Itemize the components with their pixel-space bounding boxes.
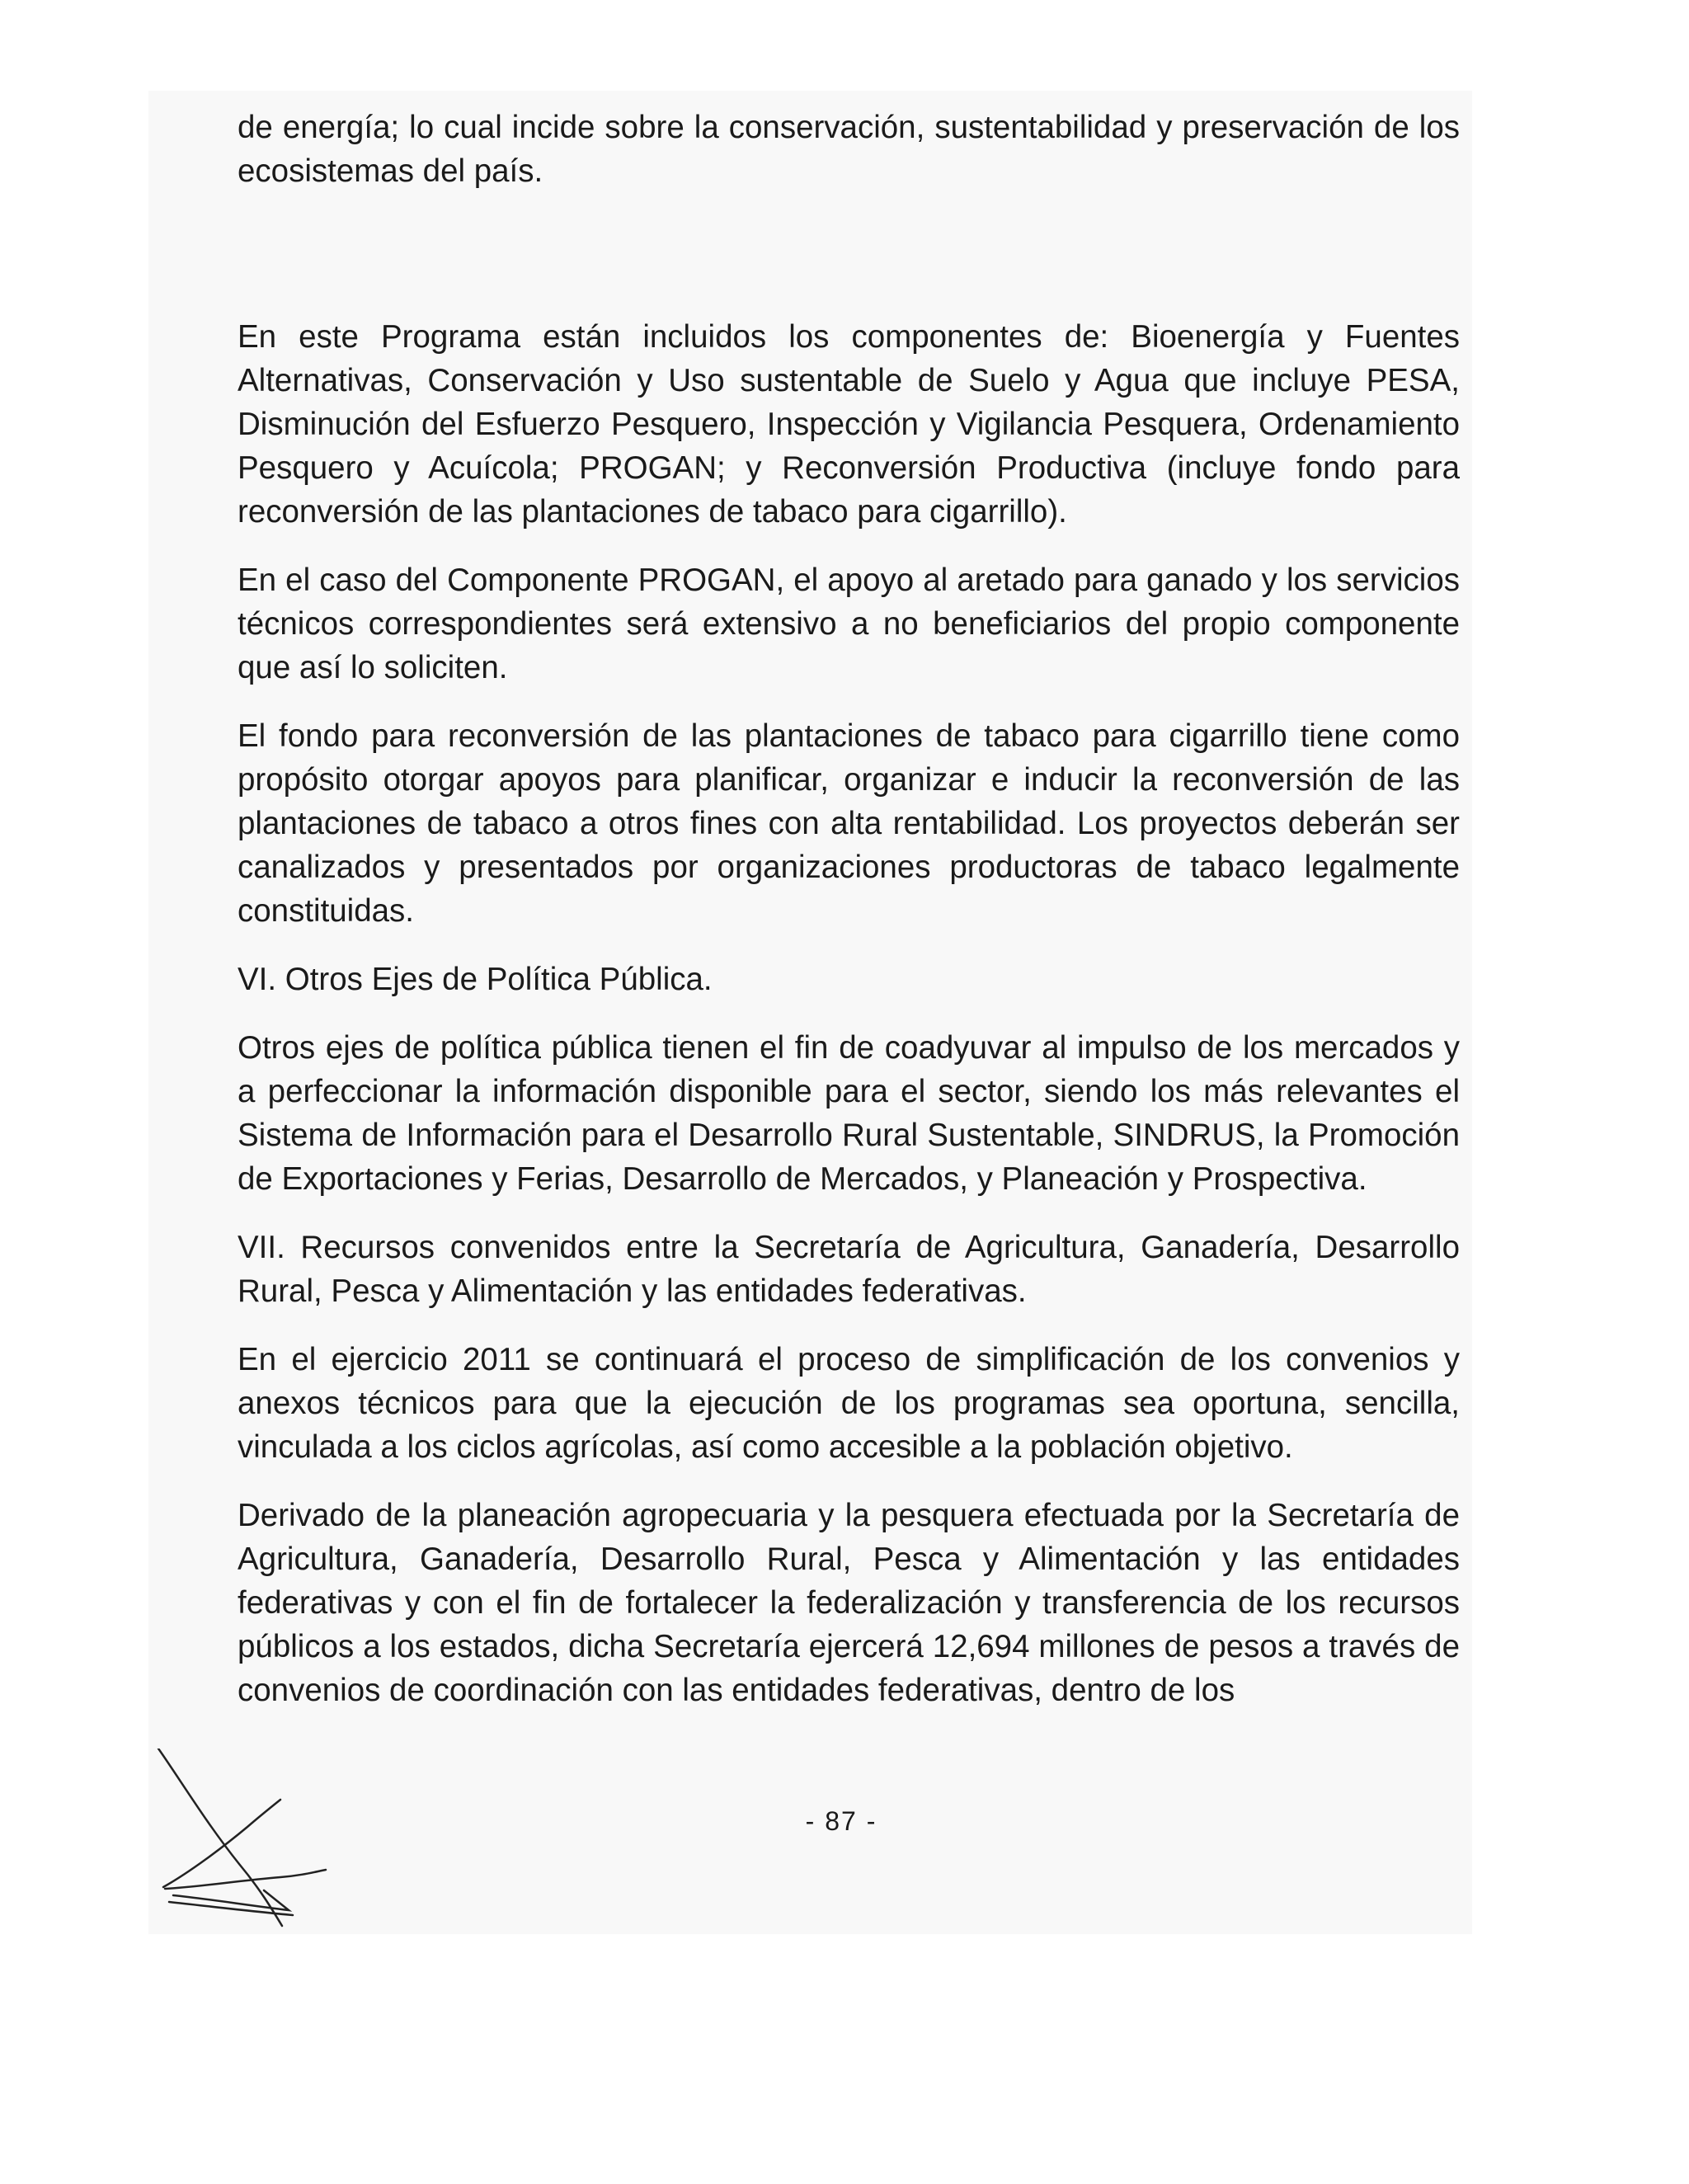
paragraph-energy-continuation: de energía; lo cual incide sobre la conservación, sustentabilidad y preservación de los ecosistemas del país.	[238, 110, 1460, 189]
paragraph-exercise-2011: En el ejercicio 2011 se continuará el proceso de simplificación de los convenios y anexos técnicos para que la ejecución de los programas sea oportuna, sencilla, vinculada a los ciclos agrícolas, así como accesible a la población objetivo.	[238, 1342, 1460, 1465]
paragraph-tobacco-fund: El fondo para reconversión de las plantaciones de tabaco para cigarrillo tiene como propósito otorgar apoyos para planificar, organizar e inducir la reconversión de las plantaciones de tabaco a otros fines con alta rentabilidad. Los proyectos deberán ser canalizados y presentados por organizaciones productoras de tabaco legalmente constituidas.	[238, 718, 1460, 929]
paragraph-program-components: En este Programa están incluidos los componentes de: Bioenergía y Fuentes Alternativas, Conservación y Uso sustentable de Suelo y Agua que incluye PESA, Disminución del Esfuerzo Pesquero, Inspección y Vigilancia Pesquera, Ordenamiento Pesquero y Acuícola; PROGAN; y Reconversión Productiva (incluye fondo para reconversión de las plantaciones de tabaco para cigarrillo).	[238, 319, 1460, 530]
page-number: - 87 -	[805, 1806, 877, 1836]
section-heading-vii: VII. Recursos convenidos entre la Secretaría de Agricultura, Ganadería, Desarrollo Rural, Pesca y Alimentación y las entidades federativas.	[238, 1230, 1460, 1309]
section-heading-vi: VI. Otros Ejes de Política Pública.	[238, 962, 713, 997]
paragraph-progan: En el caso del Componente PROGAN, el apoyo al aretado para ganado y los servicios técnicos correspondientes será extensivo a no beneficiarios del propio componente que así lo soliciten.	[238, 562, 1460, 685]
paragraph-federalization: Derivado de la planeación agropecuaria y la pesquera efectuada por la Secretaría de Agricultura, Ganadería, Desarrollo Rural, Pesca y Alimentación y las entidades federativas y con el fin de fortalecer la federalización y transferencia de los recursos públicos a los estados, dicha Secretaría ejercerá 12,694 millones de pesos a través de convenios de coordinación con las entidades federativas, dentro de los	[238, 1498, 1460, 1708]
paragraph-other-axes: Otros ejes de política pública tienen el fin de coadyuvar al impulso de los mercados y a perfeccionar la información disponible para el sector, siendo los más relevantes el Sistema de Información para el Desarrollo Rural Sustentable, SINDRUS, la Promoción de Exportaciones y Ferias, Desarrollo de Mercados, y Planeación y Prospectiva.	[238, 1030, 1460, 1197]
handwritten-signature	[148, 1749, 338, 1938]
document-body	[238, 106, 1460, 1737]
